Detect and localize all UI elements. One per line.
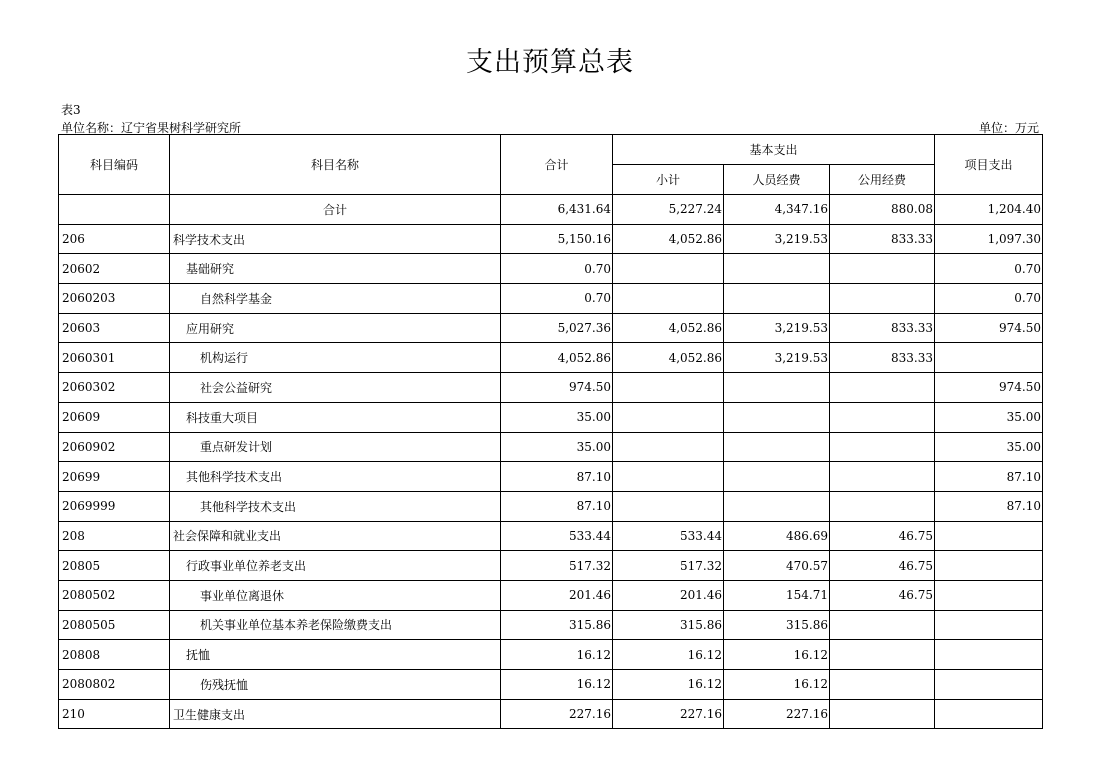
cell-personnel: 470.57 bbox=[724, 551, 830, 581]
table-number: 表3 bbox=[61, 103, 81, 117]
header-project: 项目支出 bbox=[935, 135, 1043, 195]
cell-name: 其他科学技术支出 bbox=[170, 491, 501, 521]
table-row bbox=[59, 343, 1043, 373]
cell-project: 0.70 bbox=[935, 284, 1043, 314]
cell-public: 833.33 bbox=[830, 224, 935, 254]
table-row bbox=[59, 313, 1043, 343]
cell-personnel bbox=[724, 402, 830, 432]
table-row bbox=[59, 670, 1043, 700]
cell-code: 20805 bbox=[59, 551, 170, 581]
cell-personnel: 16.12 bbox=[724, 640, 830, 670]
cell-total: 227.16 bbox=[501, 699, 613, 729]
cell-name: 科学技术支出 bbox=[170, 224, 501, 254]
cell-personnel: 315.86 bbox=[724, 610, 830, 640]
cell-code: 20602 bbox=[59, 254, 170, 284]
cell-project bbox=[935, 521, 1043, 551]
cell-code: 20699 bbox=[59, 462, 170, 492]
table-row bbox=[59, 373, 1043, 403]
cell-project: 35.00 bbox=[935, 432, 1043, 462]
cell-code: 2060902 bbox=[59, 432, 170, 462]
cell-subtotal: 315.86 bbox=[613, 610, 724, 640]
cell-name: 伤残抚恤 bbox=[170, 670, 501, 700]
cell-subtotal: 227.16 bbox=[613, 699, 724, 729]
cell-code: 2060302 bbox=[59, 373, 170, 403]
table-row bbox=[59, 254, 1043, 284]
cell-total: 35.00 bbox=[501, 432, 613, 462]
cell-total: 87.10 bbox=[501, 462, 613, 492]
cell-total: 201.46 bbox=[501, 580, 613, 610]
table-row bbox=[59, 551, 1043, 581]
cell-public bbox=[830, 610, 935, 640]
cell-personnel: 486.69 bbox=[724, 521, 830, 551]
cell-personnel bbox=[724, 284, 830, 314]
header-subtotal: 小计 bbox=[613, 165, 724, 195]
cell-total: 87.10 bbox=[501, 491, 613, 521]
cell-project: 35.00 bbox=[935, 402, 1043, 432]
unit-name: 单位名称：辽宁省果树科学研究所 bbox=[61, 121, 242, 135]
table-row bbox=[59, 521, 1043, 551]
header-name: 科目名称 bbox=[170, 135, 501, 195]
budget-table bbox=[58, 134, 1043, 729]
cell-total: 533.44 bbox=[501, 521, 613, 551]
cell-project: 1,097.30 bbox=[935, 224, 1043, 254]
cell-subtotal bbox=[613, 432, 724, 462]
cell-code: 2060203 bbox=[59, 284, 170, 314]
cell-public bbox=[830, 640, 935, 670]
cell-project: 87.10 bbox=[935, 462, 1043, 492]
cell-name: 自然科学基金 bbox=[170, 284, 501, 314]
table-row bbox=[59, 610, 1043, 640]
cell-total: 35.00 bbox=[501, 402, 613, 432]
cell-total: 315.86 bbox=[501, 610, 613, 640]
cell-name: 抚恤 bbox=[170, 640, 501, 670]
cell-public bbox=[830, 699, 935, 729]
cell-public: 833.33 bbox=[830, 313, 935, 343]
cell-total: 4,052.86 bbox=[501, 343, 613, 373]
cell-subtotal: 16.12 bbox=[613, 640, 724, 670]
cell-name: 卫生健康支出 bbox=[170, 699, 501, 729]
total-row-project: 1,204.40 bbox=[935, 195, 1043, 225]
table-row bbox=[59, 224, 1043, 254]
cell-personnel: 16.12 bbox=[724, 670, 830, 700]
cell-code: 20609 bbox=[59, 402, 170, 432]
cell-subtotal bbox=[613, 462, 724, 492]
cell-personnel bbox=[724, 462, 830, 492]
cell-public bbox=[830, 402, 935, 432]
cell-name: 行政事业单位养老支出 bbox=[170, 551, 501, 581]
table-row bbox=[59, 402, 1043, 432]
header-public: 公用经费 bbox=[830, 165, 935, 195]
cell-public bbox=[830, 373, 935, 403]
cell-public bbox=[830, 670, 935, 700]
table-row bbox=[59, 462, 1043, 492]
cell-code: 20603 bbox=[59, 313, 170, 343]
cell-name: 社会公益研究 bbox=[170, 373, 501, 403]
table-row bbox=[59, 284, 1043, 314]
cell-total: 0.70 bbox=[501, 284, 613, 314]
cell-public: 46.75 bbox=[830, 551, 935, 581]
cell-code: 210 bbox=[59, 699, 170, 729]
cell-total: 974.50 bbox=[501, 373, 613, 403]
cell-personnel bbox=[724, 254, 830, 284]
cell-total: 517.32 bbox=[501, 551, 613, 581]
cell-name: 机关事业单位基本养老保险缴费支出 bbox=[170, 610, 501, 640]
cell-personnel bbox=[724, 491, 830, 521]
cell-subtotal: 4,052.86 bbox=[613, 343, 724, 373]
cell-total: 16.12 bbox=[501, 640, 613, 670]
cell-name: 机构运行 bbox=[170, 343, 501, 373]
total-row-code bbox=[59, 195, 170, 225]
cell-project bbox=[935, 610, 1043, 640]
header-code: 科目编码 bbox=[59, 135, 170, 195]
cell-subtotal: 201.46 bbox=[613, 580, 724, 610]
cell-subtotal: 4,052.86 bbox=[613, 313, 724, 343]
cell-project bbox=[935, 551, 1043, 581]
cell-personnel bbox=[724, 373, 830, 403]
cell-code: 2069999 bbox=[59, 491, 170, 521]
cell-code: 2080505 bbox=[59, 610, 170, 640]
cell-project: 974.50 bbox=[935, 313, 1043, 343]
cell-project bbox=[935, 699, 1043, 729]
cell-subtotal bbox=[613, 373, 724, 403]
cell-public: 833.33 bbox=[830, 343, 935, 373]
total-row-public: 880.08 bbox=[830, 195, 935, 225]
header-basic: 基本支出 bbox=[613, 135, 935, 165]
cell-subtotal bbox=[613, 402, 724, 432]
cell-personnel: 227.16 bbox=[724, 699, 830, 729]
cell-public: 46.75 bbox=[830, 580, 935, 610]
table-row bbox=[59, 432, 1043, 462]
cell-code: 2080802 bbox=[59, 670, 170, 700]
cell-name: 应用研究 bbox=[170, 313, 501, 343]
total-row bbox=[59, 195, 1043, 225]
cell-project bbox=[935, 670, 1043, 700]
cell-public bbox=[830, 432, 935, 462]
cell-code: 208 bbox=[59, 521, 170, 551]
cell-subtotal bbox=[613, 491, 724, 521]
cell-project: 0.70 bbox=[935, 254, 1043, 284]
cell-subtotal: 16.12 bbox=[613, 670, 724, 700]
cell-personnel: 154.71 bbox=[724, 580, 830, 610]
cell-code: 2060301 bbox=[59, 343, 170, 373]
cell-public bbox=[830, 254, 935, 284]
total-row-subtotal: 5,227.24 bbox=[613, 195, 724, 225]
table-row bbox=[59, 580, 1043, 610]
cell-name: 事业单位离退休 bbox=[170, 580, 501, 610]
cell-total: 5,150.16 bbox=[501, 224, 613, 254]
cell-name: 其他科学技术支出 bbox=[170, 462, 501, 492]
unit-measure: 单位：万元 bbox=[978, 121, 1039, 135]
cell-name: 社会保障和就业支出 bbox=[170, 521, 501, 551]
cell-code: 2080502 bbox=[59, 580, 170, 610]
cell-subtotal bbox=[613, 254, 724, 284]
cell-subtotal bbox=[613, 284, 724, 314]
cell-subtotal: 4,052.86 bbox=[613, 224, 724, 254]
cell-project bbox=[935, 580, 1043, 610]
cell-name: 科技重大项目 bbox=[170, 402, 501, 432]
cell-name: 重点研发计划 bbox=[170, 432, 501, 462]
cell-public: 46.75 bbox=[830, 521, 935, 551]
cell-public bbox=[830, 462, 935, 492]
cell-total: 5,027.36 bbox=[501, 313, 613, 343]
table-row bbox=[59, 491, 1043, 521]
cell-personnel: 3,219.53 bbox=[724, 343, 830, 373]
cell-code: 206 bbox=[59, 224, 170, 254]
cell-subtotal: 533.44 bbox=[613, 521, 724, 551]
cell-project bbox=[935, 640, 1043, 670]
cell-project: 974.50 bbox=[935, 373, 1043, 403]
header-personnel: 人员经费 bbox=[724, 165, 830, 195]
cell-personnel bbox=[724, 432, 830, 462]
total-row-label: 合计 bbox=[170, 195, 501, 225]
page-title: 支出预算总表 bbox=[466, 47, 634, 78]
cell-public bbox=[830, 491, 935, 521]
cell-name: 基础研究 bbox=[170, 254, 501, 284]
header-total: 合计 bbox=[501, 135, 613, 195]
total-row-personnel: 4,347.16 bbox=[724, 195, 830, 225]
cell-public bbox=[830, 284, 935, 314]
total-row-total: 6,431.64 bbox=[501, 195, 613, 225]
table-row bbox=[59, 640, 1043, 670]
cell-total: 0.70 bbox=[501, 254, 613, 284]
cell-code: 20808 bbox=[59, 640, 170, 670]
cell-project: 87.10 bbox=[935, 491, 1043, 521]
cell-subtotal: 517.32 bbox=[613, 551, 724, 581]
cell-total: 16.12 bbox=[501, 670, 613, 700]
cell-personnel: 3,219.53 bbox=[724, 313, 830, 343]
table-row bbox=[59, 699, 1043, 729]
cell-project bbox=[935, 343, 1043, 373]
cell-personnel: 3,219.53 bbox=[724, 224, 830, 254]
